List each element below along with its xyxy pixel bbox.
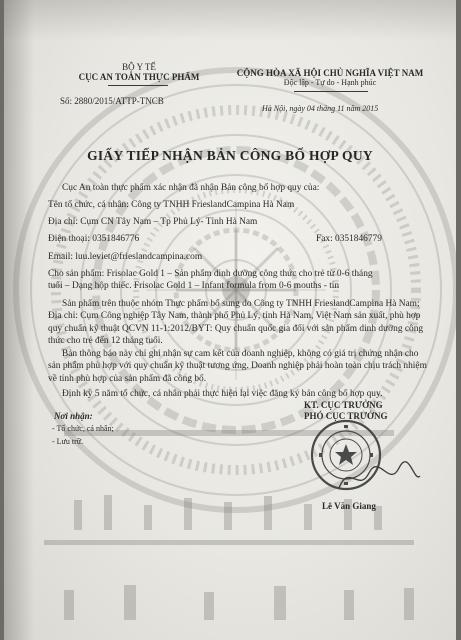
agency-name: CỤC AN TOÀN THỰC PHẨM	[78, 72, 200, 82]
recipient-item: - Lưu trữ.	[52, 437, 84, 446]
document-title: GIẤY TIẾP NHẬN BẢN CÔNG BỐ HỢP QUY	[87, 148, 373, 163]
recipient-item: - Tổ chức, cá nhân;	[52, 424, 114, 433]
signature-title-2: PHÓ CỤC TRƯỞNG	[304, 411, 388, 421]
intro-line: Cục An toàn thực phẩm xác nhận đã nhận Bản công bố hợp quy của:	[62, 183, 320, 193]
signer-name: Lê Văn Giang	[322, 501, 376, 511]
signature-scribble	[334, 458, 424, 498]
issue-date: Hà Nội, ngày 04 tháng 11 năm 2015	[262, 104, 379, 113]
motto-underline	[294, 91, 368, 92]
recipients-label: Nơi nhận:	[54, 411, 93, 421]
country-name: CỘNG HÒA XÃ HỘI CHỦ NGHĨA VIỆT NAM	[236, 68, 424, 78]
periodic-line: Định kỳ 5 năm tổ chức, cá nhân phải thực hiện lại việc đăng ký bản công bố hợp quy.	[62, 389, 383, 399]
product-line-1: Cho sản phẩm: Frisolac Gold 1 – Sản phẩm dinh dưỡng công thức cho trẻ từ 0-6 tháng	[48, 269, 373, 279]
header-left	[54, 62, 224, 82]
national-motto: Độc lập - Tự do - Hạnh phúc	[283, 78, 377, 87]
document-sheet	[4, 0, 456, 640]
manufacture-paragraph: Sản phẩm trên thuộc nhóm Thực phẩm bổ sung do Công ty TNHH FrieslandCampina Hà Nam; Địa chỉ: Cụm Công nghiệp Tây Nam, thành phố Phủ Lý, tỉnh Hà Nam, Việt Nam sản xuất, phù hợp quy chuẩn kỹ thuật QCVN 11-1:2012/BYT: Quy chuẩn quốc gia đối với sản phẩm dinh dưỡng công thức cho trẻ đến 12 tháng tuổi.	[48, 299, 424, 346]
document-number: Số: 2880/2015/ATTP-TNCB	[60, 96, 164, 106]
header-right	[230, 68, 430, 87]
signature-title-1: KT. CỤC TRƯỞNG	[304, 400, 383, 410]
product-line-2: tuổi – Dạng hộp thiếc. Frisolac Gold 1 – Infant formula from 0-6 mouths - tin	[48, 281, 340, 291]
fax-line: Fax: 0351846779	[316, 234, 382, 244]
ministry-name: BỘ Y TẾ	[122, 62, 156, 72]
phone-line: Điện thoại: 0351846776	[48, 234, 140, 244]
address-line: Địa chỉ: Cụm CN Tây Nam – Tp Phủ Lý- Tỉnh Hà Nam	[48, 217, 258, 227]
top-shadow	[4, 0, 456, 40]
email-line: Email: luu.leviet@frieslandcampina.com	[48, 252, 203, 262]
left-shadow	[4, 0, 34, 640]
org-name-line: Tên tổ chức, cá nhân: Công ty TNHH FrieslandCampina Hà Nam	[48, 200, 295, 210]
agency-underline	[108, 85, 168, 86]
note-paragraph: Bản thông báo này chỉ ghi nhận sự cam kết của doanh nghiệp, không có giá trị chứng nhận cho sản phẩm phù hợp với quy chuẩn kỹ thuật tương ứng. Doanh nghiệp phải hoàn toàn chịu trách nhiệm về tính phù hợp của sản phẩm đã công bố.	[48, 349, 427, 384]
